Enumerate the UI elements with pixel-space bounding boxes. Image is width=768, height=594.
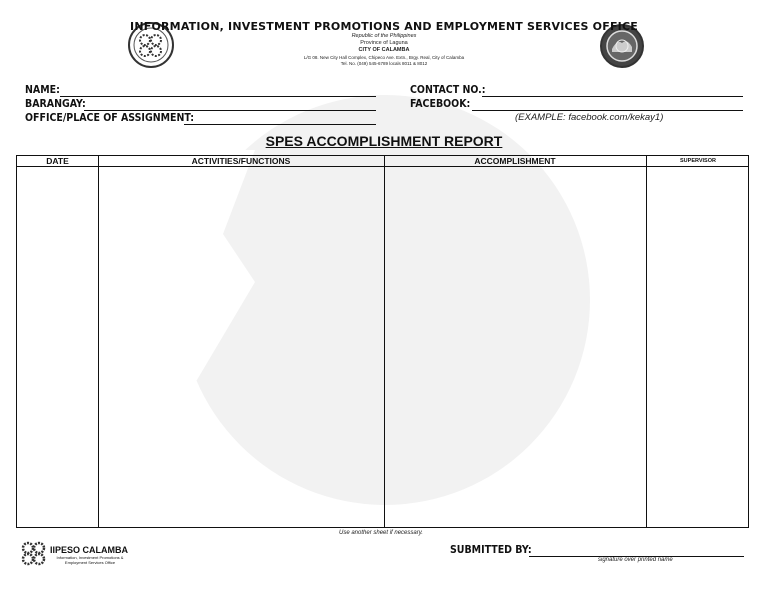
contact-line[interactable] xyxy=(482,96,743,97)
footer-logo-sub-1: Information, Investment Promotions & xyxy=(56,555,124,560)
city-line: CITY OF CALAMBA xyxy=(358,47,410,53)
office-line[interactable] xyxy=(184,124,376,125)
report-title: SPES ACCOMPLISHMENT REPORT xyxy=(265,133,503,149)
activities-cell[interactable] xyxy=(99,167,384,527)
submitted-by-label: SUBMITTED BY: xyxy=(450,544,532,556)
footer-logo-text: IIPESO CALAMBA xyxy=(50,545,129,555)
column-header-supervisor: SUPERVISOR xyxy=(680,158,716,164)
accomplishment-table xyxy=(16,155,749,528)
column-header-date: DATE xyxy=(46,156,69,166)
column-header-activities: ACTIVITIES/FUNCTIONS xyxy=(191,156,291,166)
gears-logo-icon xyxy=(20,540,48,566)
date-cell[interactable] xyxy=(17,167,98,527)
signature-caption: signature over printed name xyxy=(598,557,673,563)
facebook-example: (EXAMPLE: facebook.com/kekay1) xyxy=(515,112,664,123)
accomplishment-cell[interactable] xyxy=(385,167,646,527)
contact-label: CONTACT NO.: xyxy=(410,84,486,96)
facebook-line[interactable] xyxy=(472,110,743,111)
name-label: NAME: xyxy=(25,84,60,96)
column-header-accomplishment: ACCOMPLISHMENT xyxy=(474,156,556,166)
barangay-line[interactable] xyxy=(84,110,376,111)
office-label: OFFICE/PLACE OF ASSIGNMENT: xyxy=(25,112,195,124)
footer-logo xyxy=(20,540,48,566)
office-name: INFORMATION, INVESTMENT PROMOTIONS AND EMPLOYMENT SERVICES OFFICE xyxy=(130,20,638,33)
sheet-note: Use another sheet if necessary. xyxy=(339,530,423,536)
address-line: L/G 08. New City Hall Complex, Chipeco Ave. Extn., Brgy. Real, City of Calamba xyxy=(303,55,465,60)
supervisor-cell[interactable] xyxy=(647,167,748,527)
name-line[interactable] xyxy=(60,96,376,97)
barangay-label: BARANGAY: xyxy=(25,98,86,110)
tel-line: Tel. No. (049) 545-6789 locals 8011 & 8012 xyxy=(340,61,428,66)
republic-line: Republic of the Philippines xyxy=(351,33,417,39)
facebook-label: FACEBOOK: xyxy=(410,98,471,110)
footer-logo-sub-2: Employment Services Office xyxy=(64,560,116,565)
province-line: Province of Laguna xyxy=(360,40,408,46)
